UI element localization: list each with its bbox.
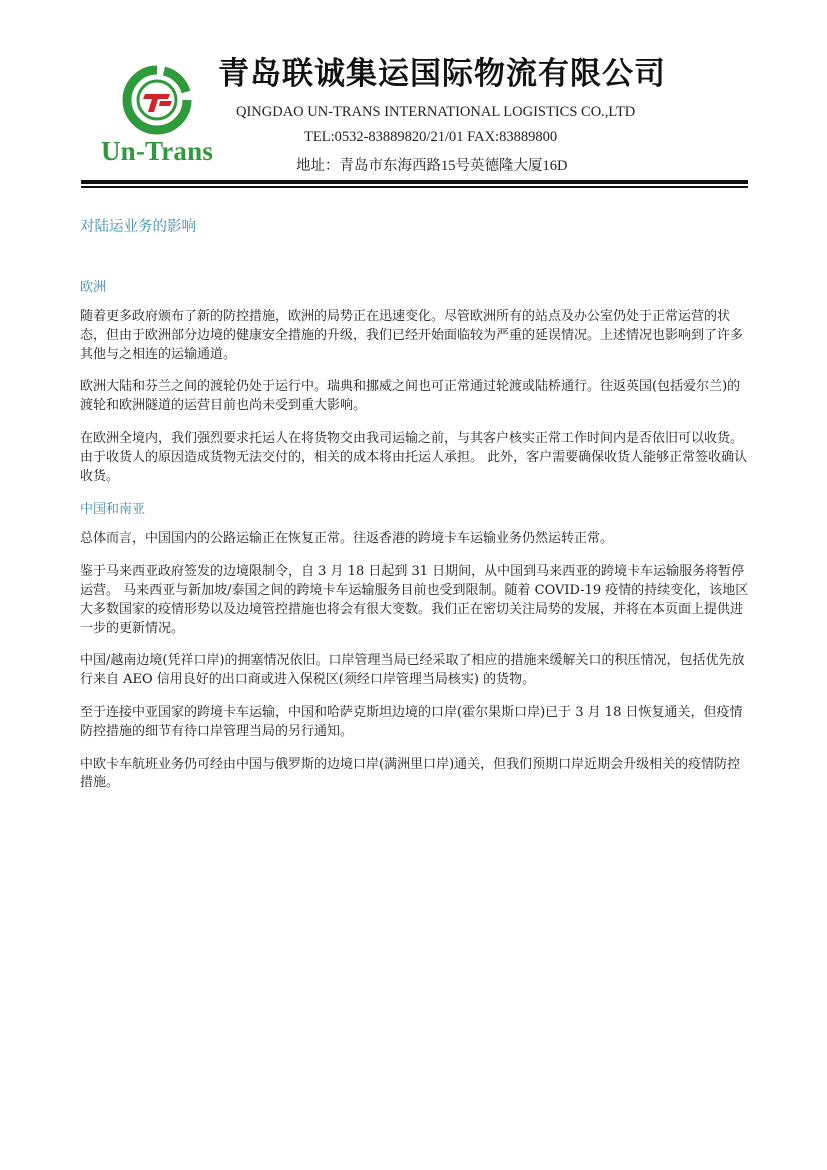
document-title: 对陆运业务的影响 [80, 219, 196, 235]
paragraph: 中国/越南边境(凭祥口岸)的拥塞情况依旧。口岸管理当局已经采取了相应的措施来缓解关口的积压情况，包括优先放行来自 AEO 信用良好的出口商或进入保税区(须经口岸管理当局核实) 的货物。 [80, 653, 745, 688]
un-trans-logo-emblem-icon [92, 64, 222, 136]
paragraph: 欧洲大陆和芬兰之间的渡轮仍处于运行中。瑞典和挪威之间也可正常通过轮渡或陆桥通行。往返英国(包括爱尔兰)的渡轮和欧洲隧道的运营目前也尚未受到重大影响。 [80, 379, 741, 414]
company-name-chinese: 青岛联诚集运国际物流有限公司 [218, 56, 666, 92]
document-body [80, 216, 752, 807]
section-heading-china-south-asia: 中国和南亚 [80, 502, 146, 518]
paragraph: 中欧卡车航班业务仍可经由中国与俄罗斯的边境口岸(满洲里口岸)通关，但我们预期口岸近期会升级相关的疫情防控措施。 [80, 756, 741, 791]
company-name-english: QINGDAO UN-TRANS INTERNATIONAL LOGISTICS CO.,LTD [236, 104, 636, 120]
paragraph: 至于连接中亚国家的跨境卡车运输，中国和哈萨克斯坦边境的口岸(霍尔果斯口岸)已于 3 月 18 日恢复通关，但疫情防控措施的细节有待口岸管理当局的另行通知。 [80, 704, 743, 739]
paragraph: 在欧洲全境内，我们强烈要求托运人在将货物交由我司运输之前，与其客户核实正常工作时间内是否依旧可以收货。 由于收货人的原因造成货物无法交付的，相关的成本将由托运人承担。 此外，客户需要确保收货人能够正常签收确认收货。 [80, 430, 748, 484]
header-rule-thick [81, 180, 748, 184]
company-logo [92, 64, 222, 166]
contact-line: TEL:0532-83889820/21/01 FAX:83889800 [304, 129, 558, 145]
paragraph: 随着更多政府颁布了新的防控措施，欧洲的局势正在迅速变化。尽管欧洲所有的站点及办公室仍处于正常运营的状态，但由于欧洲部分边境的健康安全措施的升级，我们已经开始面临较为严重的延误情况。上述情况也影响到了许多其他与之相连的运输通道。 [80, 309, 744, 362]
section-heading-europe: 欧洲 [80, 280, 107, 295]
header-rule-thin [81, 186, 748, 188]
logo-wordmark: Un-Trans [100, 136, 214, 166]
address-line: 地址：青岛市东海西路15号英德隆大厦16D [296, 158, 568, 174]
paragraph: 鉴于马来西亚政府签发的边境限制令，自 3 月 18 日起到 31 日期间，从中国到马来西亚的跨境卡车运输服务将暂停运营。 马来西亚与新加坡/泰国之间的跨境卡车运输服务目前也受到限制。随着 COVID-19 疫情的持续变化，该地区大多数国家的疫情形势以及边境管控措施也将会有很大变数。我们正在密切关注局势的发展，并将在本页面上提供进一步的更新情况。 [80, 564, 749, 636]
paragraph: 总体而言，中国国内的公路运输正在恢复正常。往返香港的跨境卡车运输业务仍然运转正常。 [80, 531, 614, 547]
